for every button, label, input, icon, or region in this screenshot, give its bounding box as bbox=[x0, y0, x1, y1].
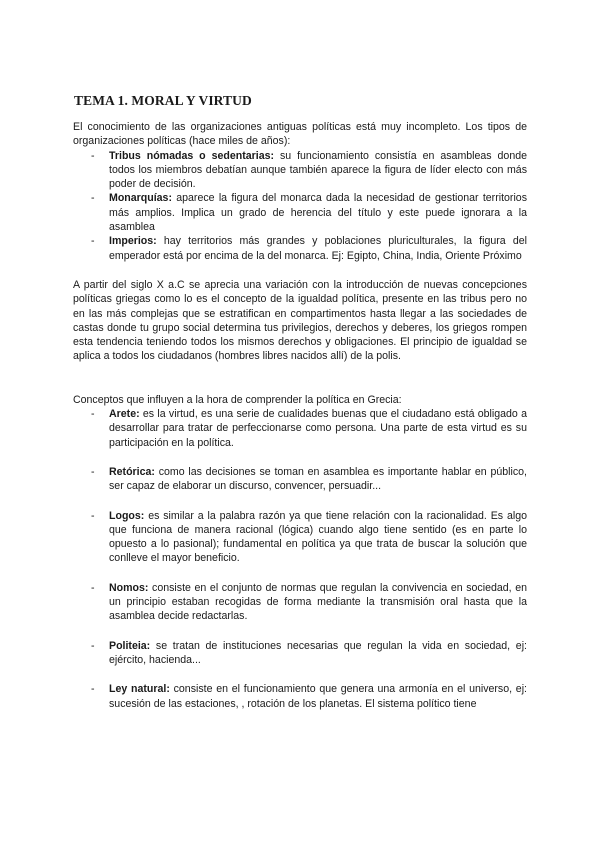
list-text: consiste en el funcionamiento que genera una armonía en el universo, ej: sucesión de las estaciones, , rotación de los planetas. El sistema político tiene bbox=[109, 683, 527, 710]
list-text: es la virtud, es una serie de cualidades buenas que el ciudadano está obligado a desarrollar para tratar de perfeccionarse como persona. Una parte de esta virtud es su participación en la política. bbox=[109, 408, 527, 449]
list-term: Logos: bbox=[109, 509, 145, 522]
list-item bbox=[73, 234, 527, 263]
concepts-list bbox=[73, 407, 527, 711]
list-item bbox=[73, 149, 527, 192]
list-item bbox=[73, 509, 527, 566]
list-term: Retórica: bbox=[109, 465, 155, 478]
list-item bbox=[73, 682, 527, 711]
history-paragraph: A partir del siglo X a.C se aprecia una variación con la introducción de nuevas concepciones políticas griegas como lo es el concepto de la igualdad política, presente en las tribus pero no en las más complejas que se estratifican en compartimentos hasta llegar a las sociedades de castas donde tu grupo social determina tus privilegios, derechos y deberes, los griegos rompen esta tendencia teniendo todos los mismos derechos y obligaciones. El principio de igualdad se aplica a todos los ciudadanos (hombres libres nacidos allí) de la polis. bbox=[73, 278, 527, 363]
bullet-dash: - bbox=[91, 235, 95, 248]
bullet-dash: - bbox=[91, 408, 95, 421]
intro-paragraph: El conocimiento de las organizaciones antiguas políticas está muy incompleto. Los tipos de organizaciones políticas (hace miles de años): bbox=[73, 121, 527, 148]
list-term: Monarquías: bbox=[109, 192, 172, 205]
list-term: Arete: bbox=[109, 408, 140, 421]
bullet-dash: - bbox=[91, 149, 95, 162]
list-text: hay territorios más grandes y poblaciones pluriculturales, la figura del emperador está por encima de la del monarca. Ej: Egipto, China, India, Oriente Próximo bbox=[109, 235, 527, 262]
list-item bbox=[73, 639, 527, 668]
concepts-intro: Conceptos que influyen a la hora de comprender la política en Grecia: bbox=[73, 393, 402, 406]
bullet-dash: - bbox=[91, 465, 95, 478]
list-text: aparece la figura del monarca dada la necesidad de gestionar territorios más amplios. Implica un grado de herencia del título y este puede ignorara a la asamblea bbox=[109, 192, 527, 234]
list-item bbox=[73, 407, 527, 450]
list-term: Nomos: bbox=[109, 581, 149, 594]
list-term: Politeia: bbox=[109, 639, 151, 652]
bullet-dash: - bbox=[91, 683, 95, 696]
spacer bbox=[73, 364, 527, 393]
list-term: Tribus nómadas o sedentarias: bbox=[109, 149, 275, 162]
page-title: TEMA 1. MORAL Y VIRTUD bbox=[74, 93, 252, 108]
list-item bbox=[73, 191, 527, 234]
list-item bbox=[73, 465, 527, 494]
list-text: como las decisiones se toman en asamblea es importante hablar en público, ser capaz de elaborar un discurso, convencer, persuadir... bbox=[109, 465, 527, 493]
list-term: Imperios: bbox=[109, 235, 157, 248]
bullet-dash: - bbox=[91, 192, 95, 205]
list-text: su funcionamiento consistía en asambleas donde todos los miembros debatían aunque también aparece la figura de líder electo con más poder de decisión. bbox=[109, 149, 527, 191]
bullet-dash: - bbox=[91, 581, 95, 594]
list-term: Ley natural: bbox=[109, 683, 170, 696]
list-text: es similar a la palabra razón ya que tiene relación con la racionalidad. Es algo que funciona de manera racional (lógica) cuando algo tiene sentido (es en parte lo opuesto a lo pasional); fundamental en política ya que trata de buscar la solución que conlleve el mayor beneficio. bbox=[109, 509, 527, 565]
bullet-dash: - bbox=[91, 639, 95, 652]
list-text: se tratan de instituciones necesarias que regulan la vida en sociedad, ej: ejército, hacienda... bbox=[109, 639, 527, 666]
bullet-dash: - bbox=[91, 509, 95, 522]
spacer bbox=[73, 263, 527, 278]
list-text: consiste en el conjunto de normas que regulan la convivencia en sociedad, en un principio estaban recogidas de forma mediante la transmisión oral hasta que la asamblea decide redactarlas. bbox=[109, 581, 527, 623]
organizations-list bbox=[73, 149, 527, 263]
list-item bbox=[73, 581, 527, 624]
